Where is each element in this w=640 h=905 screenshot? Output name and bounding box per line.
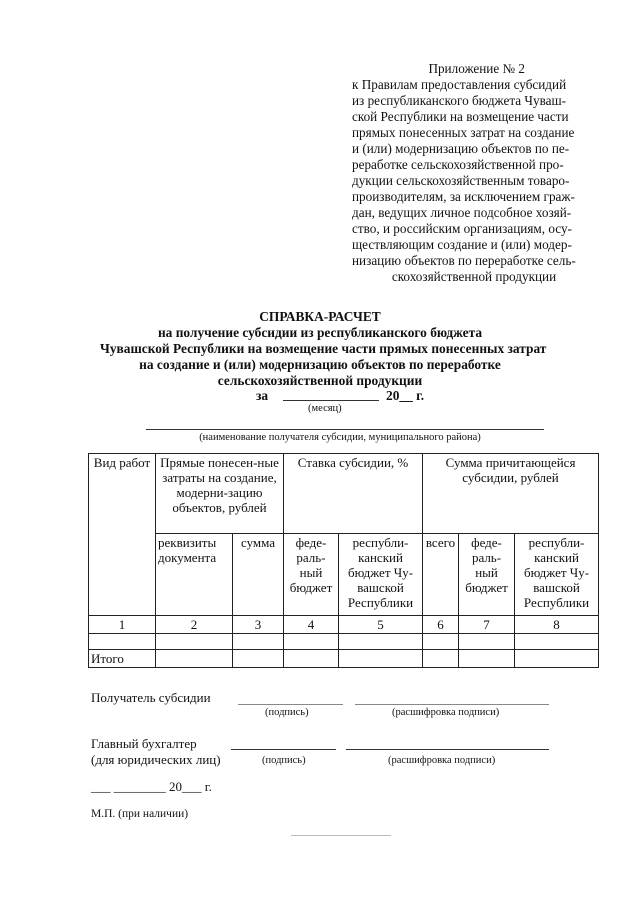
table-cell[interactable] — [459, 650, 515, 668]
table-cell[interactable] — [89, 634, 156, 650]
accountant-decode-field[interactable] — [346, 749, 549, 750]
appendix-line: реработке сельскохозяйственной про- — [352, 157, 564, 172]
title-line: сельскохозяйственной продукции — [217, 373, 423, 388]
header-kind: Вид работ — [89, 454, 156, 616]
stamp-note: М.П. (при наличии) — [91, 808, 189, 820]
appendix-line: из республиканского бюджета Чуваш- — [352, 93, 567, 108]
month-field[interactable] — [283, 400, 379, 401]
table-cell[interactable] — [156, 650, 233, 668]
calculation-table — [88, 453, 599, 668]
appendix-line: дан, ведущих личное подсобное хозяй- — [352, 205, 572, 220]
total-label: Итого — [89, 650, 156, 668]
col-number: 1 — [89, 616, 156, 634]
recipient-signature-field[interactable] — [238, 704, 343, 705]
appendix-line: ществляющим создание и (или) модер- — [352, 237, 572, 252]
col-number: 3 — [233, 616, 284, 634]
table-cell[interactable] — [423, 634, 459, 650]
appendix-line: дукции сельскохозяйственным товаро- — [352, 173, 570, 188]
col-number: 4 — [284, 616, 339, 634]
header-amount: сумма — [233, 534, 284, 616]
title-heading: СПРАВКА-РАСЧЕТ — [259, 309, 381, 324]
accountant-label: Главный бухгалтер — [91, 736, 197, 751]
period-year: 20__ г. — [386, 388, 425, 403]
recipient-caption: (наименование получателя субсидии, муниципального района) — [199, 432, 481, 443]
recipient-name-field[interactable] — [146, 429, 544, 430]
month-caption: (месяц) — [308, 403, 342, 414]
accountant-signature-field[interactable] — [231, 749, 336, 750]
period-prefix: за — [256, 388, 269, 403]
appendix-line: скохозяйственной продукции — [391, 269, 557, 284]
date-line[interactable]: ___ ________ 20___ г. — [91, 779, 212, 794]
appendix-line: и (или) модернизацию объектов по пе- — [352, 141, 570, 156]
col-number: 2 — [156, 616, 233, 634]
signature-caption: (подпись) — [262, 755, 306, 766]
appendix-line: ство, и российским организациям, осу- — [352, 221, 572, 236]
table-cell[interactable] — [423, 650, 459, 668]
title-line: Чувашской Республики на возмещение части прямых понесенных затрат — [100, 341, 547, 356]
table-cell[interactable] — [156, 634, 233, 650]
col-number: 6 — [423, 616, 459, 634]
table-cell[interactable] — [284, 634, 339, 650]
accountant-note: (для юридических лиц) — [91, 752, 221, 767]
total-row — [89, 650, 599, 668]
header-sum-republic: республи-канский бюджет Чу-вашской Республики — [515, 534, 599, 616]
table-cell[interactable] — [339, 650, 423, 668]
decode-caption: (расшифровка подписи) — [392, 707, 500, 718]
col-number: 7 — [459, 616, 515, 634]
header-total: всего — [423, 534, 459, 616]
column-numbers-row — [89, 616, 599, 634]
table-cell[interactable] — [459, 634, 515, 650]
title-line: на создание и (или) модернизацию объектов по переработке — [139, 357, 501, 372]
title-line: на получение субсидии из республиканского бюджета — [157, 325, 483, 340]
header-rate-republic: республи-канский бюджет Чу-вашской Республики — [339, 534, 423, 616]
header-requisites: реквизиты документа — [156, 534, 233, 616]
col-number: 5 — [339, 616, 423, 634]
table-cell[interactable] — [284, 650, 339, 668]
header-rate-federal: феде-раль-ный бюджет — [284, 534, 339, 616]
appendix-line: к Правилам предоставления субсидий — [352, 77, 567, 92]
table-cell[interactable] — [233, 650, 284, 668]
appendix-block — [352, 61, 596, 285]
recipient-decode-field[interactable] — [355, 704, 549, 705]
table-row — [89, 634, 599, 650]
col-number: 8 — [515, 616, 599, 634]
signature-caption: (подпись) — [265, 707, 309, 718]
table-cell[interactable] — [233, 634, 284, 650]
table-cell[interactable] — [515, 650, 599, 668]
table-cell[interactable] — [339, 634, 423, 650]
appendix-line: производителям, за исключением граж- — [352, 189, 575, 204]
decode-caption: (расшифровка подписи) — [388, 755, 496, 766]
header-sum: Сумма причитающейся субсидии, рублей — [423, 454, 599, 534]
appendix-number: Приложение № 2 — [428, 61, 525, 76]
appendix-line: ской Республики на возмещение части — [352, 109, 569, 124]
divider — [291, 835, 391, 836]
appendix-line: прямых понесенных затрат на создание — [352, 125, 575, 140]
appendix-line: низацию объектов по переработке сель- — [352, 253, 576, 268]
document-title — [100, 309, 547, 389]
header-costs: Прямые понесен-ные затраты на создание, модерни-зацию объектов, рублей — [156, 454, 284, 534]
header-rate: Ставка субсидии, % — [284, 454, 423, 534]
recipient-label: Получатель субсидии — [91, 690, 211, 705]
header-sum-federal: феде-раль-ный бюджет — [459, 534, 515, 616]
table-cell[interactable] — [515, 634, 599, 650]
